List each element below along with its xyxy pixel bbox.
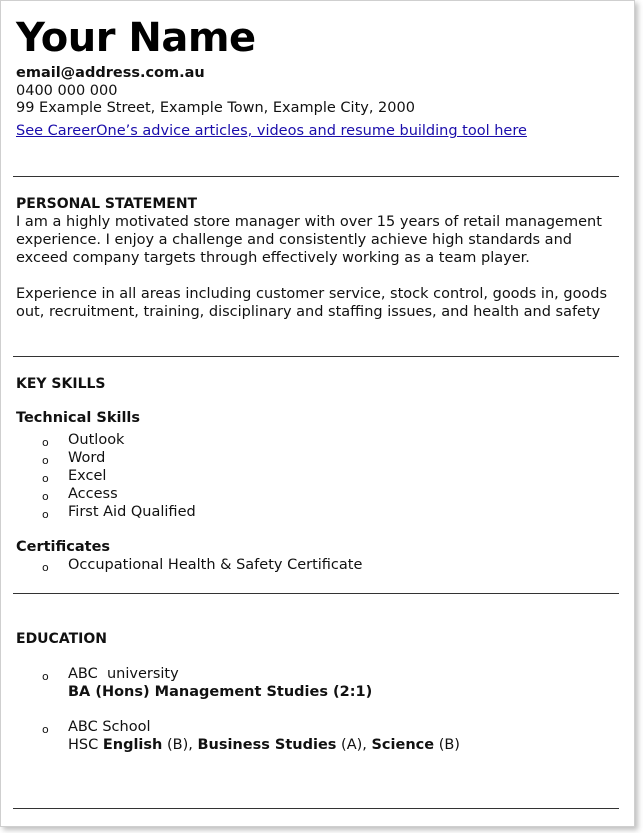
bullet-icon: o xyxy=(42,454,49,467)
results-prefix: HSC xyxy=(68,737,99,753)
skill-item: Outlook xyxy=(68,432,125,448)
subject-name: Science xyxy=(371,737,435,753)
subject-grade: (B) xyxy=(438,737,460,753)
certificates-heading: Certificates xyxy=(16,539,111,555)
bullet-icon: o xyxy=(42,561,49,574)
skill-item: Excel xyxy=(68,468,107,484)
personal-statement-paragraph-2: Experience in all areas including customer service, stock control, goods in, goods out, recruitment, training, disciplinary and staffing issues, and health and safety xyxy=(16,286,608,320)
skill-item: First Aid Qualified xyxy=(68,504,196,520)
section-divider xyxy=(13,176,619,177)
education-institution: ABC School xyxy=(68,719,151,735)
education-institution: ABC university xyxy=(68,666,179,682)
phone-number: 0400 000 000 xyxy=(16,83,118,99)
section-divider xyxy=(13,356,619,357)
skill-item: Word xyxy=(68,450,106,466)
personal-statement-paragraph-1: I am a highly motivated store manager with over 15 years of retail management experience. I enjoy a challenge and consistently achieve high standards and exceed company targets through effectively working as a team player. xyxy=(16,214,602,266)
section-divider xyxy=(13,808,619,809)
section-divider xyxy=(13,593,619,594)
bullet-icon: o xyxy=(42,723,49,736)
email-address: email@address.com.au xyxy=(16,65,205,81)
candidate-name: Your Name xyxy=(16,15,256,61)
education-heading: EDUCATION xyxy=(16,631,107,647)
subject-name: English xyxy=(102,737,163,753)
bullet-icon: o xyxy=(42,490,49,503)
education-results xyxy=(68,737,460,753)
personal-statement-heading: PERSONAL STATEMENT xyxy=(16,196,198,212)
technical-skills-heading: Technical Skills xyxy=(16,410,141,426)
bullet-icon: o xyxy=(42,436,49,449)
subject-grade: (A), xyxy=(341,737,367,753)
subject-grade: (B), xyxy=(166,737,193,753)
bullet-icon: o xyxy=(42,472,49,485)
bullet-icon: o xyxy=(42,670,49,683)
certificate-item: Occupational Health & Safety Certificate xyxy=(68,557,363,573)
subject-name: Business Studies xyxy=(197,737,337,753)
careerone-link[interactable]: See CareerOne’s advice articles, videos and resume building tool here xyxy=(16,123,527,139)
education-qualification: BA (Hons) Management Studies (2:1) xyxy=(68,684,373,700)
skill-item: Access xyxy=(68,486,118,502)
key-skills-heading: KEY SKILLS xyxy=(16,376,106,392)
bullet-icon: o xyxy=(42,508,49,521)
street-address: 99 Example Street, Example Town, Example City, 2000 xyxy=(16,100,415,116)
